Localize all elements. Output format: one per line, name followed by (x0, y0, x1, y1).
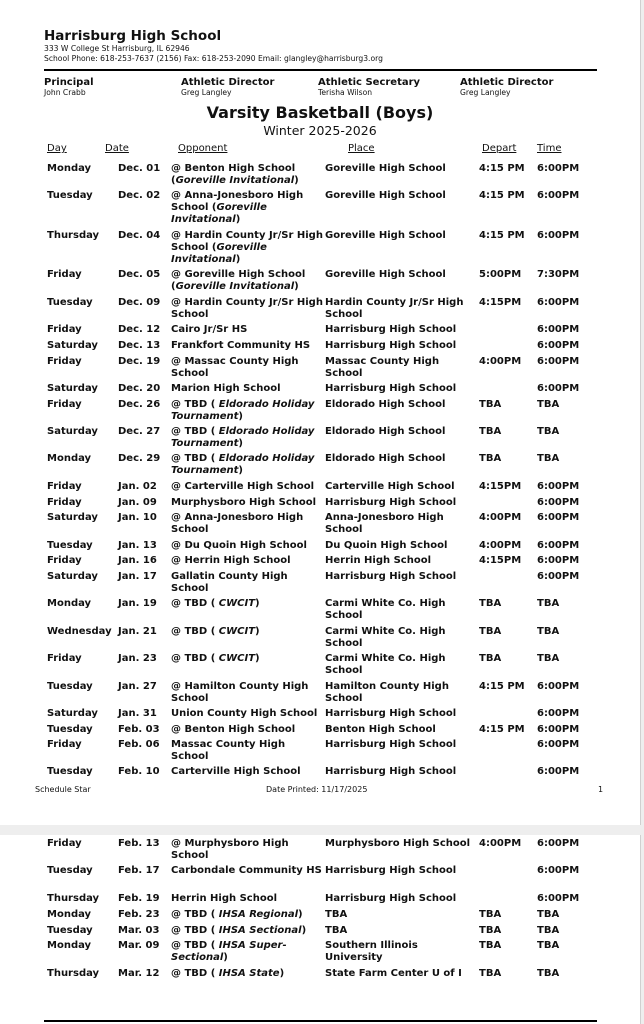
column-header-day: Day (47, 143, 67, 154)
game-date: Dec. 01 (118, 163, 161, 174)
game-opponent (171, 865, 323, 877)
game-place: Harrisburg High School (325, 865, 457, 876)
column-header-date: Date (105, 143, 129, 154)
game-place: Harrisburg High School (325, 739, 457, 750)
game-place: Harrisburg High School (325, 324, 457, 335)
game-depart: TBA (479, 426, 502, 437)
opponent-name: @ TBD ( (171, 426, 216, 437)
game-place: Harrisburg High School (325, 571, 457, 582)
game-place: Carmi White Co. High School (325, 598, 446, 621)
header-rule (44, 69, 597, 71)
game-place: Harrisburg High School (325, 766, 457, 777)
game-place: Harrisburg High School (325, 497, 457, 508)
game-time: TBA (537, 653, 560, 664)
opponent-name: @ Carterville High School (171, 481, 315, 492)
event-name: Goreville Invitational (175, 281, 295, 292)
opponent-name: @ TBD ( (171, 909, 216, 920)
game-day: Saturday (47, 383, 98, 394)
game-day: Friday (47, 324, 82, 335)
game-day: Thursday (47, 968, 100, 979)
game-time: 6:00PM (537, 324, 580, 335)
page-end-rule (44, 1020, 597, 1022)
game-date: Jan. 23 (118, 653, 157, 664)
game-place: Southern Illinois University (325, 940, 418, 963)
game-place: Harrisburg High School (325, 893, 457, 904)
game-place: Carmi White Co. High School (325, 626, 446, 649)
opponent-name: Carbondale Community HS (171, 865, 322, 876)
game-depart: 4:00PM (479, 838, 522, 849)
game-opponent (171, 540, 323, 552)
game-day: Tuesday (47, 540, 93, 551)
game-time: 6:00PM (537, 555, 580, 566)
event-name: Goreville Invitational (171, 242, 267, 265)
game-place: Carterville High School (325, 481, 455, 492)
game-date: Jan. 27 (118, 681, 157, 692)
game-depart: 4:15PM (479, 555, 522, 566)
game-day: Monday (47, 598, 92, 609)
game-time: 6:00PM (537, 766, 580, 777)
opponent-name: @ TBD ( (171, 940, 216, 951)
game-day: Tuesday (47, 190, 93, 201)
game-date: Jan. 10 (118, 512, 157, 523)
game-date: Feb. 06 (118, 739, 160, 750)
school-name: Harrisburg High School (44, 28, 222, 44)
game-time: 6:00PM (537, 383, 580, 394)
game-time: 6:00PM (537, 163, 580, 174)
game-opponent (171, 766, 323, 778)
game-time: TBA (537, 598, 560, 609)
game-date: Jan. 19 (118, 598, 157, 609)
game-date: Dec. 26 (118, 399, 161, 410)
event-name: IHSA Sectional (218, 925, 302, 936)
game-depart: 4:00PM (479, 512, 522, 523)
game-place: Massac County High School (325, 356, 440, 379)
game-opponent (171, 838, 323, 862)
game-day: Monday (47, 163, 92, 174)
staff-name: Greg Langley (181, 88, 232, 97)
opponent-name: @ Hardin County Jr/Sr High School (171, 297, 323, 320)
event-name: Goreville Invitational (175, 175, 295, 186)
game-day: Saturday (47, 571, 98, 582)
game-opponent: @ TBD ( Eldorado Holiday Tournament) (171, 453, 315, 476)
opponent-name: Union County High School (171, 708, 318, 719)
game-place: Hardin County Jr/Sr High School (325, 297, 464, 320)
game-place: Benton High School (325, 724, 436, 735)
staff-name: Greg Langley (460, 88, 511, 97)
game-time: 6:00PM (537, 497, 580, 508)
game-date: Feb. 03 (118, 724, 160, 735)
event-name: CWCIT (218, 653, 256, 664)
game-day: Tuesday (47, 724, 93, 735)
game-day: Saturday (47, 512, 98, 523)
school-address: 333 W College St Harrisburg, IL 62946 (44, 44, 190, 53)
game-date: Mar. 12 (118, 968, 160, 979)
game-date: Feb. 23 (118, 909, 160, 920)
opponent-name: @ TBD ( (171, 968, 216, 979)
game-date: Dec. 05 (118, 269, 161, 280)
opponent-name: @ Hardin County Jr/Sr High School (171, 230, 323, 253)
game-date: Jan. 17 (118, 571, 157, 582)
staff-principal (44, 77, 94, 97)
game-place: Eldorado High School (325, 426, 446, 437)
game-place: State Farm Center U of I (325, 968, 462, 979)
game-time: TBA (537, 968, 560, 979)
opponent-name: @ Benton High School (171, 163, 296, 174)
game-opponent (171, 739, 323, 763)
game-day: Friday (47, 356, 82, 367)
game-opponent (171, 356, 323, 380)
game-time: 6:00PM (537, 571, 580, 582)
game-date: Dec. 04 (118, 230, 161, 241)
game-date: Feb. 19 (118, 893, 160, 904)
event-name: IHSA State (218, 968, 280, 979)
game-date: Jan. 09 (118, 497, 157, 508)
game-time: 6:00PM (537, 739, 580, 750)
opponent-name: @ Du Quoin High School (171, 540, 307, 551)
game-date: Feb. 17 (118, 865, 160, 876)
game-date: Jan. 21 (118, 626, 157, 637)
game-day: Friday (47, 269, 82, 280)
opponent-name: Murphysboro High School (171, 497, 317, 508)
footer-date-printed: Date Printed: 11/17/2025 (266, 785, 368, 794)
game-day: Saturday (47, 340, 98, 351)
column-header-opponent: Opponent (178, 143, 228, 154)
game-opponent: @ Anna-Jonesboro High School (Goreville Invitational) (171, 190, 304, 225)
game-depart: TBA (479, 626, 502, 637)
game-date: Dec. 27 (118, 426, 161, 437)
game-place: Anna-Jonesboro High School (325, 512, 444, 535)
game-opponent (171, 497, 323, 509)
game-opponent: @ TBD ( IHSA Regional) (171, 909, 303, 920)
game-depart: 4:15 PM (479, 163, 525, 174)
game-opponent: @ TBD ( Eldorado Holiday Tournament) (171, 399, 315, 422)
opponent-name: @ TBD ( (171, 598, 216, 609)
schedule-season: Winter 2025-2026 (263, 123, 377, 138)
event-name: CWCIT (218, 626, 256, 637)
opponent-name: @ Herrin High School (171, 555, 291, 566)
game-time: TBA (537, 626, 560, 637)
opponent-name: @ TBD ( (171, 453, 216, 464)
game-opponent: @ TBD ( CWCIT) (171, 598, 260, 609)
game-opponent (171, 383, 323, 395)
game-place: Harrisburg High School (325, 708, 457, 719)
game-depart: 4:15 PM (479, 724, 525, 735)
opponent-name: Herrin High School (171, 893, 278, 904)
game-opponent (171, 555, 323, 567)
staff-role: Principal (44, 77, 94, 88)
opponent-name: @ Anna-Jonesboro High School (171, 190, 304, 213)
event-name: CWCIT (218, 598, 256, 609)
opponent-name: @ TBD ( (171, 653, 216, 664)
game-day: Tuesday (47, 766, 93, 777)
game-opponent (171, 893, 323, 905)
game-date: Jan. 31 (118, 708, 157, 719)
game-date: Dec. 09 (118, 297, 161, 308)
game-opponent (171, 512, 323, 536)
event-name: Eldorado Holiday Tournament (171, 453, 315, 476)
footer-page-number: 1 (598, 785, 604, 794)
game-place: TBA (325, 925, 348, 936)
event-name: Eldorado Holiday Tournament (171, 399, 315, 422)
column-header-time: Time (537, 143, 562, 154)
opponent-name: @ TBD ( (171, 925, 216, 936)
game-place: TBA (325, 909, 348, 920)
game-date: Jan. 16 (118, 555, 157, 566)
opponent-name: Frankfort Community HS (171, 340, 311, 351)
game-day: Tuesday (47, 681, 93, 692)
game-place: Eldorado High School (325, 399, 446, 410)
game-date: Dec. 29 (118, 453, 161, 464)
game-time: 6:00PM (537, 865, 580, 876)
staff-name: John Crabb (44, 88, 86, 97)
event-name: Goreville Invitational (171, 202, 267, 225)
opponent-name: @ Anna-Jonesboro High School (171, 512, 304, 535)
game-depart: TBA (479, 909, 502, 920)
game-time: 6:00PM (537, 893, 580, 904)
game-date: Mar. 03 (118, 925, 160, 936)
schedule-page-2 (0, 835, 641, 1024)
game-opponent: @ TBD ( IHSA Super-Sectional) (171, 940, 287, 963)
game-date: Jan. 02 (118, 481, 157, 492)
game-time: 6:00PM (537, 838, 580, 849)
game-place: Hamilton County High School (325, 681, 449, 704)
game-time: 6:00PM (537, 481, 580, 492)
game-opponent: @ TBD ( IHSA State) (171, 968, 285, 979)
event-name: IHSA Super-Sectional (171, 940, 287, 963)
opponent-name: Marion High School (171, 383, 281, 394)
game-depart: 4:15PM (479, 481, 522, 492)
game-place: Eldorado High School (325, 453, 446, 464)
game-date: Dec. 19 (118, 356, 161, 367)
game-opponent: @ TBD ( IHSA Sectional) (171, 925, 307, 936)
schedule-title: Varsity Basketball (Boys) (206, 103, 434, 122)
game-opponent (171, 297, 323, 321)
opponent-name: @ Goreville High School (171, 269, 306, 280)
game-depart: TBA (479, 940, 502, 951)
game-place: Harrisburg High School (325, 383, 457, 394)
game-opponent (171, 681, 323, 705)
staff-athletic-director-2 (460, 77, 553, 97)
game-day: Thursday (47, 893, 100, 904)
game-day: Friday (47, 481, 82, 492)
game-time: 6:00PM (537, 297, 580, 308)
column-header-depart: Depart (482, 143, 517, 154)
staff-role: Athletic Director (181, 77, 275, 88)
game-date: Feb. 13 (118, 838, 160, 849)
game-date: Dec. 12 (118, 324, 161, 335)
staff-role: Athletic Secretary (318, 77, 421, 88)
game-time: 7:30PM (537, 269, 580, 280)
game-opponent (171, 340, 323, 352)
game-time: 6:00PM (537, 540, 580, 551)
game-day: Friday (47, 555, 82, 566)
game-day: Monday (47, 453, 92, 464)
game-place: Murphysboro High School (325, 838, 471, 849)
game-day: Tuesday (47, 865, 93, 876)
game-place: Harrisburg High School (325, 340, 457, 351)
game-depart: TBA (479, 453, 502, 464)
footer-source: Schedule Star (35, 785, 91, 794)
event-name: Eldorado Holiday Tournament (171, 426, 315, 449)
game-time: TBA (537, 925, 560, 936)
game-place: Herrin High School (325, 555, 432, 566)
game-place: Goreville High School (325, 269, 446, 280)
game-opponent: @ Hardin County Jr/Sr High School (Goreville Invitational) (171, 230, 323, 265)
game-time: 6:00PM (537, 340, 580, 351)
game-opponent: @ TBD ( CWCIT) (171, 653, 260, 664)
game-day: Friday (47, 653, 82, 664)
school-contact: School Phone: 618-253-7637 (2156) Fax: 618-253-2090 Email: glangley@harrisburg3.org (44, 54, 383, 63)
game-day: Tuesday (47, 925, 93, 936)
game-time: TBA (537, 426, 560, 437)
game-day: Friday (47, 739, 82, 750)
opponent-name: @ Massac County High School (171, 356, 299, 379)
game-place: Goreville High School (325, 163, 446, 174)
game-date: Mar. 09 (118, 940, 160, 951)
opponent-name: @ Benton High School (171, 724, 296, 735)
game-opponent (171, 324, 323, 336)
game-date: Dec. 13 (118, 340, 161, 351)
game-depart: 4:00PM (479, 356, 522, 367)
game-depart: 4:15 PM (479, 230, 525, 241)
game-time: 6:00PM (537, 512, 580, 523)
game-opponent (171, 571, 323, 595)
opponent-name: @ Hamilton County High School (171, 681, 309, 704)
game-time: 6:00PM (537, 356, 580, 367)
game-depart: 4:15PM (479, 297, 522, 308)
game-depart: 4:00PM (479, 540, 522, 551)
game-time: TBA (537, 940, 560, 951)
game-time: 6:00PM (537, 708, 580, 719)
opponent-name: Cairo Jr/Sr HS (171, 324, 248, 335)
game-date: Feb. 10 (118, 766, 160, 777)
game-depart: 5:00PM (479, 269, 522, 280)
game-depart: TBA (479, 925, 502, 936)
game-date: Jan. 13 (118, 540, 157, 551)
game-time: TBA (537, 909, 560, 920)
game-date: Dec. 20 (118, 383, 161, 394)
game-opponent: @ Benton High School (Goreville Invitational) (171, 163, 299, 186)
game-day: Saturday (47, 426, 98, 437)
opponent-name: Massac County High School (171, 739, 286, 762)
staff-athletic-secretary (318, 77, 420, 97)
game-day: Friday (47, 497, 82, 508)
game-depart: TBA (479, 399, 502, 410)
opponent-name: Gallatin County High School (171, 571, 288, 594)
game-place: Goreville High School (325, 230, 446, 241)
game-day: Monday (47, 909, 92, 920)
column-header-place: Place (348, 143, 375, 154)
staff-athletic-director (181, 77, 274, 97)
game-time: 6:00PM (537, 681, 580, 692)
game-day: Wednesday (47, 626, 112, 637)
game-place: Carmi White Co. High School (325, 653, 446, 676)
game-place: Du Quoin High School (325, 540, 448, 551)
game-depart: TBA (479, 968, 502, 979)
event-name: IHSA Regional (218, 909, 299, 920)
game-depart: TBA (479, 653, 502, 664)
opponent-name: @ TBD ( (171, 399, 216, 410)
game-opponent: @ TBD ( Eldorado Holiday Tournament) (171, 426, 315, 449)
game-opponent (171, 708, 323, 720)
game-time: 6:00PM (537, 724, 580, 735)
game-place: Goreville High School (325, 190, 446, 201)
game-time: TBA (537, 399, 560, 410)
game-day: Friday (47, 838, 82, 849)
game-time: 6:00PM (537, 230, 580, 241)
game-depart: 4:15 PM (479, 681, 525, 692)
game-date: Dec. 02 (118, 190, 161, 201)
game-day: Thursday (47, 230, 100, 241)
game-time: TBA (537, 453, 560, 464)
game-opponent: @ TBD ( CWCIT) (171, 626, 260, 637)
game-time: 6:00PM (537, 190, 580, 201)
game-depart: TBA (479, 598, 502, 609)
opponent-name: @ TBD ( (171, 626, 216, 637)
staff-name: Terisha Wilson (318, 88, 373, 97)
game-day: Saturday (47, 708, 98, 719)
game-day: Monday (47, 940, 92, 951)
game-opponent: @ Goreville High School (Goreville Invitational) (171, 269, 306, 292)
game-day: Tuesday (47, 297, 93, 308)
game-opponent (171, 481, 323, 493)
game-opponent (171, 724, 323, 736)
opponent-name: @ Murphysboro High School (171, 838, 289, 861)
opponent-name: Carterville High School (171, 766, 301, 777)
game-day: Friday (47, 399, 82, 410)
game-depart: 4:15 PM (479, 190, 525, 201)
staff-role: Athletic Director (460, 77, 554, 88)
